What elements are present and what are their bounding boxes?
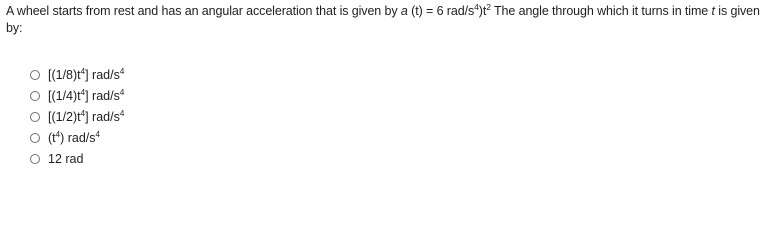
radio-button[interactable] bbox=[30, 112, 40, 122]
question-exponent: 4 bbox=[474, 1, 479, 12]
option-exponent: 4 bbox=[80, 108, 86, 118]
option-label bbox=[48, 110, 124, 124]
radio-button[interactable] bbox=[30, 154, 40, 164]
option-exponent: 4 bbox=[95, 129, 100, 139]
answer-option-2[interactable] bbox=[30, 85, 124, 106]
radio-button[interactable] bbox=[30, 91, 40, 101]
answer-option-1[interactable] bbox=[30, 64, 124, 85]
question-part: (t) = 6 rad/s bbox=[407, 4, 475, 18]
question-part: )t bbox=[478, 4, 487, 18]
option-exponent: 4 bbox=[119, 108, 125, 118]
question-part: is given by: bbox=[6, 4, 760, 35]
option-text: ] rad/s bbox=[85, 109, 120, 124]
option-exponent: 4 bbox=[119, 87, 125, 97]
option-label bbox=[48, 131, 100, 145]
question-var-a: a bbox=[400, 4, 408, 18]
answer-option-3[interactable] bbox=[30, 106, 124, 127]
radio-button[interactable] bbox=[30, 70, 40, 80]
option-text: ] rad/s bbox=[85, 67, 120, 82]
option-label bbox=[48, 152, 83, 166]
option-label bbox=[48, 68, 124, 82]
option-text: 12 rad bbox=[48, 151, 84, 166]
option-exponent: 4 bbox=[80, 87, 86, 97]
radio-button[interactable] bbox=[30, 133, 40, 143]
answer-options bbox=[30, 64, 124, 169]
option-label bbox=[48, 89, 124, 103]
option-text: [(1/2)t bbox=[48, 109, 81, 124]
question-part: The angle through which it turns in time bbox=[490, 4, 712, 18]
option-exponent: 4 bbox=[80, 66, 86, 76]
option-exponent: 4 bbox=[119, 66, 125, 76]
option-text: ) rad/s bbox=[60, 130, 96, 145]
option-text: [(1/4)t bbox=[48, 88, 81, 103]
answer-option-5[interactable] bbox=[30, 148, 124, 169]
option-exponent: 4 bbox=[55, 129, 61, 139]
question-exponent: 2 bbox=[486, 1, 491, 12]
option-text: [(1/8)t bbox=[48, 67, 81, 82]
option-text: (t bbox=[48, 130, 56, 145]
question-part: A wheel starts from rest and has an angular acceleration that is given by bbox=[6, 4, 401, 18]
answer-option-4[interactable] bbox=[30, 127, 124, 148]
question-text bbox=[6, 3, 766, 37]
question-var-t: t bbox=[711, 4, 715, 18]
option-text: ] rad/s bbox=[85, 88, 120, 103]
